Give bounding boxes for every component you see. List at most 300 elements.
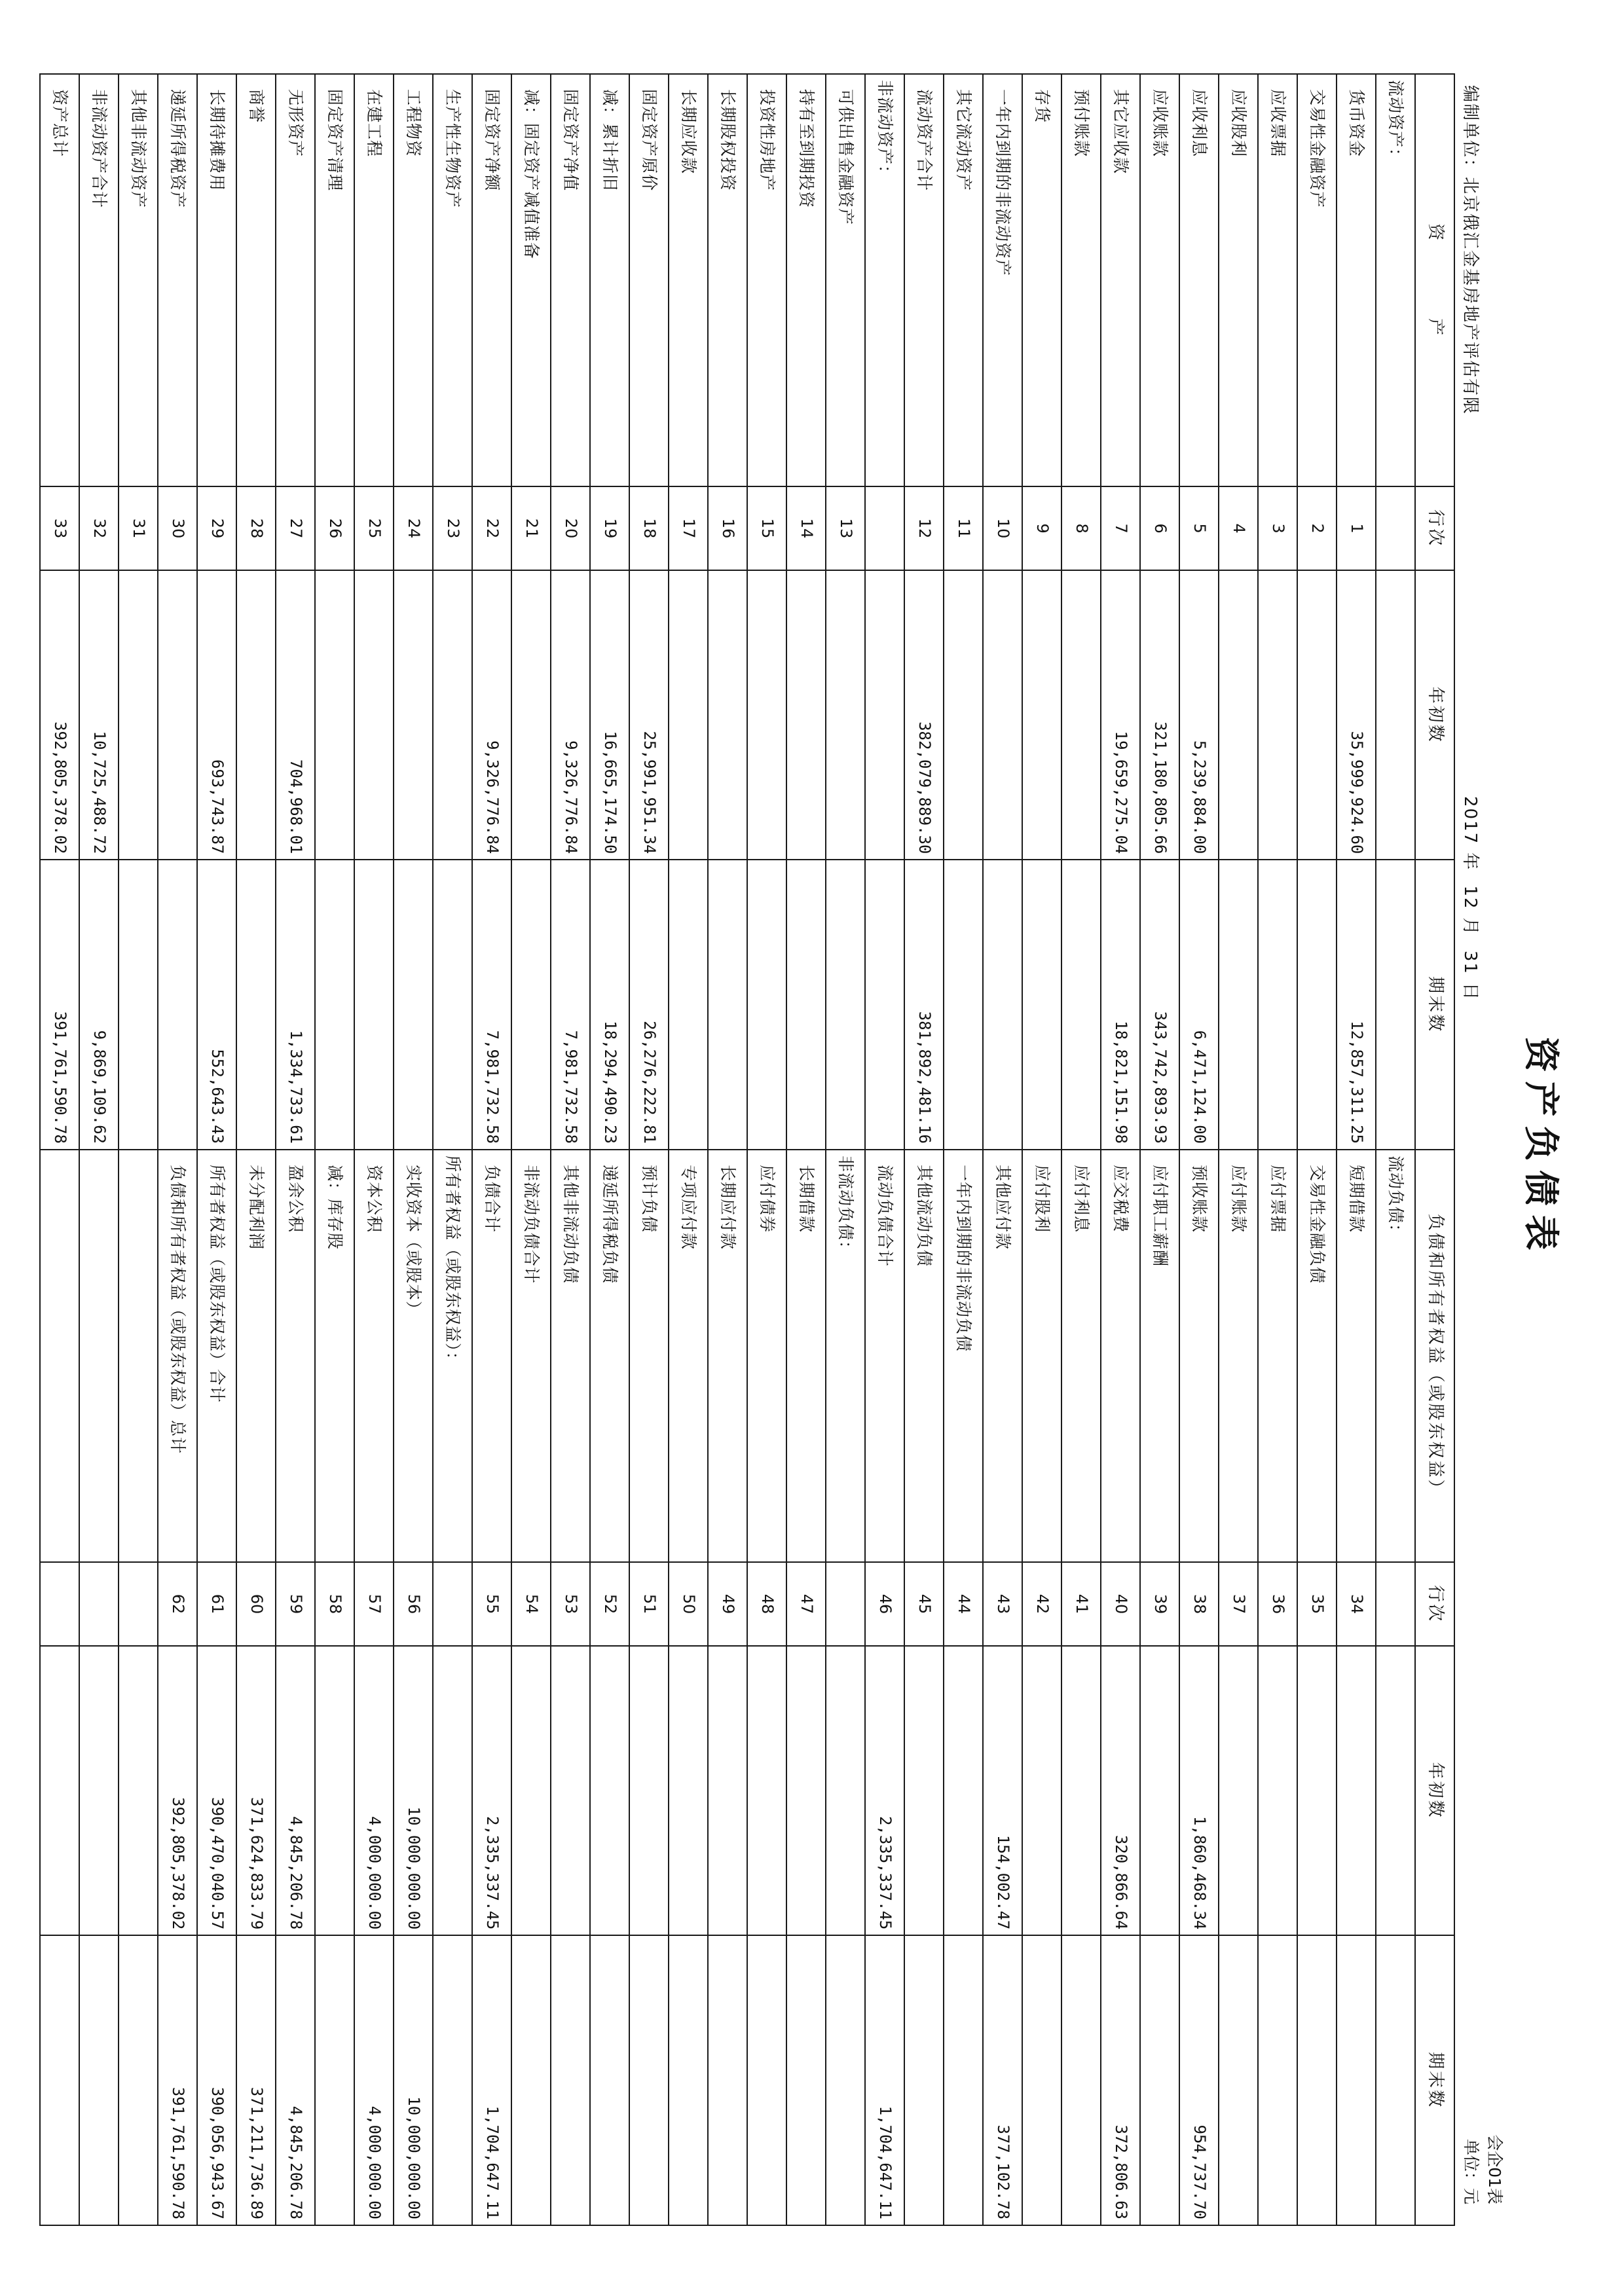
asset-begin-amount: 9,326,776.84 — [551, 570, 590, 860]
asset-line-no: 21 — [511, 486, 551, 570]
liability-end-amount — [1022, 1935, 1061, 2225]
liability-item-label: 长期应付款 — [708, 1150, 747, 1562]
liability-begin-amount — [315, 1646, 354, 1936]
liability-line-no: 34 — [1337, 1562, 1376, 1645]
table-row — [1258, 74, 1297, 2225]
liability-end-amount — [1219, 1935, 1258, 2225]
liability-item-label: 应交税费 — [1101, 1150, 1140, 1562]
asset-begin-amount — [158, 570, 197, 860]
liability-begin-amount: 390,470,040.57 — [197, 1646, 236, 1936]
asset-end-amount — [786, 860, 826, 1150]
asset-line-no: 23 — [433, 486, 472, 570]
liability-item-label: 应付票据 — [1258, 1150, 1297, 1562]
page-title: 资产负债表 — [1521, 1036, 1562, 1260]
liability-line-no: 57 — [354, 1562, 394, 1645]
asset-end-amount: 26,276,222.81 — [629, 860, 669, 1150]
asset-begin-amount — [1022, 570, 1061, 860]
table-row — [708, 74, 747, 2225]
asset-line-no: 3 — [1258, 486, 1297, 570]
asset-begin-amount: 25,991,951.34 — [629, 570, 669, 860]
table-row — [1140, 74, 1179, 2225]
asset-begin-amount: 19,659,275.04 — [1101, 570, 1140, 860]
liability-line-no: 61 — [197, 1562, 236, 1645]
table-row — [119, 74, 158, 2225]
asset-line-no: 2 — [1297, 486, 1337, 570]
asset-begin-amount — [1297, 570, 1337, 860]
asset-end-amount — [865, 860, 904, 1150]
asset-begin-amount — [354, 570, 394, 860]
asset-end-amount — [511, 860, 551, 1150]
header-asset-begin: 年初数 — [1415, 570, 1454, 860]
table-row — [511, 74, 551, 2225]
asset-begin-amount — [511, 570, 551, 860]
liability-begin-amount — [433, 1646, 472, 1936]
currency-unit: 单位：元 — [1461, 2138, 1481, 2204]
table-row — [79, 74, 119, 2225]
liability-line-no: 48 — [747, 1562, 786, 1645]
liability-end-amount — [747, 1935, 786, 2225]
liability-line-no: 51 — [629, 1562, 669, 1645]
asset-item-label: 非流动资产： — [865, 74, 904, 486]
liability-item-label — [40, 1150, 79, 1562]
asset-item-label: 应收利息 — [1179, 74, 1219, 486]
asset-end-amount — [394, 860, 433, 1150]
liability-item-label: 应付股利 — [1022, 1150, 1061, 1562]
asset-end-amount: 7,981,732.58 — [472, 860, 511, 1150]
liability-item-label — [79, 1150, 119, 1562]
liability-line-no — [433, 1562, 472, 1645]
period-month-unit: 月 — [1460, 917, 1480, 936]
liability-begin-amount — [79, 1646, 119, 1936]
table-row — [1376, 74, 1415, 2225]
liability-end-amount — [1061, 1935, 1101, 2225]
liability-end-amount: 391,761,590.78 — [158, 1935, 197, 2225]
asset-item-label: 生产性生物资产 — [433, 74, 472, 486]
liability-item-label: 流动负债合计 — [865, 1150, 904, 1562]
liability-end-amount — [1297, 1935, 1337, 2225]
liability-item-label: 专项应付款 — [669, 1150, 708, 1562]
asset-item-label: 预付账款 — [1061, 74, 1101, 486]
prepared-by-value: 北京俄汇金基房地产评估有限 — [1460, 177, 1480, 416]
asset-line-no: 17 — [669, 486, 708, 570]
asset-item-label: 资产总计 — [40, 74, 79, 486]
liability-end-amount — [511, 1935, 551, 2225]
asset-end-amount — [315, 860, 354, 1150]
liability-line-no: 40 — [1101, 1562, 1140, 1645]
table-row — [315, 74, 354, 2225]
liability-line-no: 46 — [865, 1562, 904, 1645]
liability-end-amount — [904, 1935, 944, 2225]
liability-begin-amount — [747, 1646, 786, 1936]
asset-line-no: 14 — [786, 486, 826, 570]
header-liability-end: 期末数 — [1415, 1935, 1454, 2225]
liability-end-amount: 390,056,943.67 — [197, 1935, 236, 2225]
liability-item-label: 负债合计 — [472, 1150, 511, 1562]
liability-line-no — [79, 1562, 119, 1645]
asset-begin-amount — [826, 570, 865, 860]
asset-line-no: 9 — [1022, 486, 1061, 570]
liability-item-label: 负债和所有者权益（或股东权益）总计 — [158, 1150, 197, 1562]
liability-end-amount: 10,000,000.00 — [394, 1935, 433, 2225]
liability-item-label: 流动负债： — [1376, 1150, 1415, 1562]
asset-begin-amount — [315, 570, 354, 860]
liability-line-no: 38 — [1179, 1562, 1219, 1645]
asset-end-amount — [236, 860, 276, 1150]
asset-line-no: 10 — [983, 486, 1022, 570]
liability-begin-amount — [1022, 1646, 1061, 1936]
table-row — [1061, 74, 1101, 2225]
liability-begin-amount — [629, 1646, 669, 1936]
asset-line-no: 32 — [79, 486, 119, 570]
asset-item-label: 无形资产 — [276, 74, 315, 486]
liability-begin-amount — [944, 1646, 983, 1936]
asset-item-label: 存货 — [1022, 74, 1061, 486]
table-row — [826, 74, 865, 2225]
liability-line-no: 58 — [315, 1562, 354, 1645]
asset-end-amount — [669, 860, 708, 1150]
asset-line-no: 6 — [1140, 486, 1179, 570]
asset-line-no: 5 — [1179, 486, 1219, 570]
liability-item-label: 非流动负债： — [826, 1150, 865, 1562]
table-row — [590, 74, 629, 2225]
liability-end-amount — [315, 1935, 354, 2225]
liability-end-amount — [669, 1935, 708, 2225]
table-row — [865, 74, 904, 2225]
asset-begin-amount: 693,743.87 — [197, 570, 236, 860]
liability-end-amount: 4,845,206.78 — [276, 1935, 315, 2225]
liability-line-no: 53 — [551, 1562, 590, 1645]
liability-item-label: 应付利息 — [1061, 1150, 1101, 1562]
table-row — [472, 74, 511, 2225]
liability-item-label: 预计负债 — [629, 1150, 669, 1562]
asset-item-label: 应收票据 — [1258, 74, 1297, 486]
liability-line-no: 62 — [158, 1562, 197, 1645]
asset-end-amount — [158, 860, 197, 1150]
asset-end-amount: 18,821,151.98 — [1101, 860, 1140, 1150]
asset-line-no: 8 — [1061, 486, 1101, 570]
asset-item-label: 其它流动资产 — [944, 74, 983, 486]
table-row — [629, 74, 669, 2225]
table-body — [40, 74, 1415, 2225]
liability-begin-amount — [1140, 1646, 1179, 1936]
asset-begin-amount — [1061, 570, 1101, 860]
prepared-by-label: 编制单位： — [1460, 85, 1480, 177]
asset-begin-amount: 321,180,805.66 — [1140, 570, 1179, 860]
form-code: 会企01表 — [1485, 2134, 1504, 2204]
asset-item-label: 商誉 — [236, 74, 276, 486]
liability-line-no: 35 — [1297, 1562, 1337, 1645]
liability-begin-amount — [669, 1646, 708, 1936]
period-day: 31 — [1460, 950, 1480, 975]
asset-begin-amount — [433, 570, 472, 860]
liability-item-label: 短期借款 — [1337, 1150, 1376, 1562]
asset-line-no: 20 — [551, 486, 590, 570]
asset-item-label: 长期股权投资 — [708, 74, 747, 486]
header-liability: 负债和所有者权益（或股东权益） — [1415, 1150, 1454, 1562]
asset-line-no: 27 — [276, 486, 315, 570]
liability-item-label: 盈余公积 — [276, 1150, 315, 1562]
liability-begin-amount — [1376, 1646, 1415, 1936]
asset-line-no: 12 — [904, 486, 944, 570]
liability-line-no: 50 — [669, 1562, 708, 1645]
table-header-row — [1415, 74, 1454, 2225]
liability-end-amount — [826, 1935, 865, 2225]
asset-item-label: 流动资产合计 — [904, 74, 944, 486]
asset-line-no: 29 — [197, 486, 236, 570]
liability-begin-amount — [1297, 1646, 1337, 1936]
table-row — [433, 74, 472, 2225]
table-row — [983, 74, 1022, 2225]
table-row — [904, 74, 944, 2225]
liability-end-amount — [708, 1935, 747, 2225]
asset-line-no: 1 — [1337, 486, 1376, 570]
table-row — [1022, 74, 1061, 2225]
asset-line-no: 18 — [629, 486, 669, 570]
liability-line-no: 42 — [1022, 1562, 1061, 1645]
liability-begin-amount — [590, 1646, 629, 1936]
liability-end-amount: 1,704,647.11 — [472, 1935, 511, 2225]
asset-item-label: 一年内到期的非流动资产 — [983, 74, 1022, 486]
header-asset: 资 产 — [1415, 74, 1454, 486]
liability-begin-amount — [511, 1646, 551, 1936]
asset-item-label: 固定资产清理 — [315, 74, 354, 486]
asset-end-amount — [354, 860, 394, 1150]
liability-end-amount — [944, 1935, 983, 2225]
asset-item-label: 减：累计折旧 — [590, 74, 629, 486]
liability-end-amount: 371,211,736.89 — [236, 1935, 276, 2225]
liability-line-no — [1376, 1562, 1415, 1645]
table-row — [276, 74, 315, 2225]
balance-sheet-table — [39, 73, 1455, 2226]
asset-begin-amount: 35,999,924.60 — [1337, 570, 1376, 860]
liability-line-no: 52 — [590, 1562, 629, 1645]
liability-begin-amount: 1,860,468.34 — [1179, 1646, 1219, 1936]
asset-item-label: 投资性房地产 — [747, 74, 786, 486]
liability-line-no: 45 — [904, 1562, 944, 1645]
asset-item-label: 其他非流动资产 — [119, 74, 158, 486]
asset-line-no: 7 — [1101, 486, 1140, 570]
asset-begin-amount — [236, 570, 276, 860]
asset-end-amount: 391,761,590.78 — [40, 860, 79, 1150]
liability-line-no: 36 — [1258, 1562, 1297, 1645]
asset-end-amount: 7,981,732.58 — [551, 860, 590, 1150]
asset-item-label: 固定资产原价 — [629, 74, 669, 486]
liability-end-amount — [1337, 1935, 1376, 2225]
liability-begin-amount — [904, 1646, 944, 1936]
asset-end-amount — [1376, 860, 1415, 1150]
asset-item-label: 固定资产净值 — [551, 74, 590, 486]
asset-begin-amount — [669, 570, 708, 860]
liability-end-amount: 372,806.63 — [1101, 1935, 1140, 2225]
table-row — [1297, 74, 1337, 2225]
table-row — [158, 74, 197, 2225]
asset-begin-amount: 5,239,884.00 — [1179, 570, 1219, 860]
liability-item-label: 所有者权益（或股东权益）合计 — [197, 1150, 236, 1562]
asset-item-label: 应收账款 — [1140, 74, 1179, 486]
asset-end-amount — [1022, 860, 1061, 1150]
liability-line-no: 55 — [472, 1562, 511, 1645]
liability-begin-amount: 320,866.64 — [1101, 1646, 1140, 1936]
liability-end-amount: 4,000,000.00 — [354, 1935, 394, 2225]
liability-begin-amount: 4,000,000.00 — [354, 1646, 394, 1936]
liability-line-no: 54 — [511, 1562, 551, 1645]
asset-begin-amount — [1258, 570, 1297, 860]
liability-begin-amount — [1337, 1646, 1376, 1936]
table-row — [236, 74, 276, 2225]
asset-end-amount: 552,643.43 — [197, 860, 236, 1150]
table-row — [551, 74, 590, 2225]
asset-line-no: 28 — [236, 486, 276, 570]
asset-begin-amount — [1219, 570, 1258, 860]
asset-item-label: 货币资金 — [1337, 74, 1376, 486]
asset-begin-amount: 392,805,378.02 — [40, 570, 79, 860]
liability-end-amount — [79, 1935, 119, 2225]
asset-item-label: 在建工程 — [354, 74, 394, 486]
liability-item-label: 非流动负债合计 — [511, 1150, 551, 1562]
asset-begin-amount — [944, 570, 983, 860]
liability-item-label: 其他流动负债 — [904, 1150, 944, 1562]
liability-end-amount — [433, 1935, 472, 2225]
liability-item-label: 减：库存股 — [315, 1150, 354, 1562]
liability-item-label: 其他非流动负债 — [551, 1150, 590, 1562]
liability-begin-amount: 10,000,000.00 — [394, 1646, 433, 1936]
liability-begin-amount — [786, 1646, 826, 1936]
asset-item-label: 工程物资 — [394, 74, 433, 486]
table-row — [394, 74, 433, 2225]
asset-line-no: 31 — [119, 486, 158, 570]
liability-item-label: 一年内到期的非流动负债 — [944, 1150, 983, 1562]
asset-line-no: 19 — [590, 486, 629, 570]
asset-begin-amount: 9,326,776.84 — [472, 570, 511, 860]
period-year-unit: 年 — [1460, 852, 1480, 871]
asset-item-label: 长期待摊费用 — [197, 74, 236, 486]
liability-item-label: 其他应付款 — [983, 1150, 1022, 1562]
liability-line-no — [119, 1562, 158, 1645]
liability-begin-amount — [1061, 1646, 1101, 1936]
liability-begin-amount: 2,335,337.45 — [472, 1646, 511, 1936]
liability-line-no: 56 — [394, 1562, 433, 1645]
asset-line-no: 25 — [354, 486, 394, 570]
asset-begin-amount — [708, 570, 747, 860]
table-row — [1219, 74, 1258, 2225]
asset-end-amount: 343,742,893.93 — [1140, 860, 1179, 1150]
asset-item-label: 非流动资产合计 — [79, 74, 119, 486]
asset-line-no: 30 — [158, 486, 197, 570]
asset-item-label: 可供出售金融资产 — [826, 74, 865, 486]
liability-begin-amount: 392,805,378.02 — [158, 1646, 197, 1936]
asset-begin-amount — [865, 570, 904, 860]
asset-item-label: 固定资产净额 — [472, 74, 511, 486]
liability-item-label: 资本公积 — [354, 1150, 394, 1562]
liability-end-amount — [40, 1935, 79, 2225]
liability-begin-amount — [1258, 1646, 1297, 1936]
liability-end-amount — [1140, 1935, 1179, 2225]
liability-item-label: 递延所得税负债 — [590, 1150, 629, 1562]
asset-begin-amount — [119, 570, 158, 860]
asset-line-no: 15 — [747, 486, 786, 570]
asset-end-amount: 1,334,733.61 — [276, 860, 315, 1150]
liability-item-label: 应付职工薪酬 — [1140, 1150, 1179, 1562]
liability-begin-amount: 371,624,833.79 — [236, 1646, 276, 1936]
liability-line-no: 49 — [708, 1562, 747, 1645]
prepared-by — [1460, 85, 1484, 415]
liability-item-label: 预收账款 — [1179, 1150, 1219, 1562]
liability-begin-amount: 4,845,206.78 — [276, 1646, 315, 1936]
period-year: 2017 — [1460, 796, 1480, 845]
liability-item-label: 应付债券 — [747, 1150, 786, 1562]
asset-item-label: 递延所得税资产 — [158, 74, 197, 486]
asset-line-no: 16 — [708, 486, 747, 570]
asset-begin-amount — [1376, 570, 1415, 860]
liability-begin-amount — [119, 1646, 158, 1936]
liability-begin-amount — [1219, 1646, 1258, 1936]
asset-end-amount: 18,294,490.23 — [590, 860, 629, 1150]
liability-line-no: 60 — [236, 1562, 276, 1645]
asset-begin-amount — [394, 570, 433, 860]
asset-line-no: 13 — [826, 486, 865, 570]
liability-begin-amount — [826, 1646, 865, 1936]
reporting-period — [1460, 792, 1484, 1005]
asset-end-amount — [826, 860, 865, 1150]
asset-line-no — [1376, 486, 1415, 570]
asset-item-label: 交易性金融资产 — [1297, 74, 1337, 486]
table-row — [354, 74, 394, 2225]
liability-end-amount — [119, 1935, 158, 2225]
table-row — [786, 74, 826, 2225]
liability-end-amount: 954,737.70 — [1179, 1935, 1219, 2225]
asset-end-amount — [747, 860, 786, 1150]
asset-line-no: 4 — [1219, 486, 1258, 570]
asset-item-label: 长期应收款 — [669, 74, 708, 486]
asset-line-no: 33 — [40, 486, 79, 570]
period-month: 12 — [1460, 885, 1480, 910]
header-asset-line: 行次 — [1415, 486, 1454, 570]
liability-item-label: 实收资本（或股本） — [394, 1150, 433, 1562]
liability-end-amount — [1258, 1935, 1297, 2225]
header-liability-begin: 年初数 — [1415, 1646, 1454, 1936]
table-row — [747, 74, 786, 2225]
liability-line-no: 41 — [1061, 1562, 1101, 1645]
liability-line-no: 39 — [1140, 1562, 1179, 1645]
asset-end-amount — [708, 860, 747, 1150]
asset-item-label: 其它应收款 — [1101, 74, 1140, 486]
liability-item-label: 未分配利润 — [236, 1150, 276, 1562]
liability-begin-amount — [40, 1646, 79, 1936]
asset-begin-amount: 10,725,488.72 — [79, 570, 119, 860]
liability-end-amount — [1376, 1935, 1415, 2225]
liability-line-no: 59 — [276, 1562, 315, 1645]
liability-line-no — [40, 1562, 79, 1645]
form-meta — [1459, 2134, 1507, 2204]
asset-end-amount — [1297, 860, 1337, 1150]
liability-item-label: 应付账款 — [1219, 1150, 1258, 1562]
asset-end-amount — [433, 860, 472, 1150]
asset-line-no: 24 — [394, 486, 433, 570]
liability-end-amount — [590, 1935, 629, 2225]
asset-item-label: 应收股利 — [1219, 74, 1258, 486]
liability-line-no: 37 — [1219, 1562, 1258, 1645]
asset-line-no: 26 — [315, 486, 354, 570]
asset-end-amount — [1258, 860, 1297, 1150]
liability-line-no: 47 — [786, 1562, 826, 1645]
asset-end-amount — [944, 860, 983, 1150]
asset-begin-amount — [983, 570, 1022, 860]
header-asset-end: 期末数 — [1415, 860, 1454, 1150]
liability-item-label: 所有者权益（或股东权益）： — [433, 1150, 472, 1562]
asset-begin-amount — [747, 570, 786, 860]
header-liability-line: 行次 — [1415, 1562, 1454, 1645]
asset-end-amount: 12,857,311.25 — [1337, 860, 1376, 1150]
